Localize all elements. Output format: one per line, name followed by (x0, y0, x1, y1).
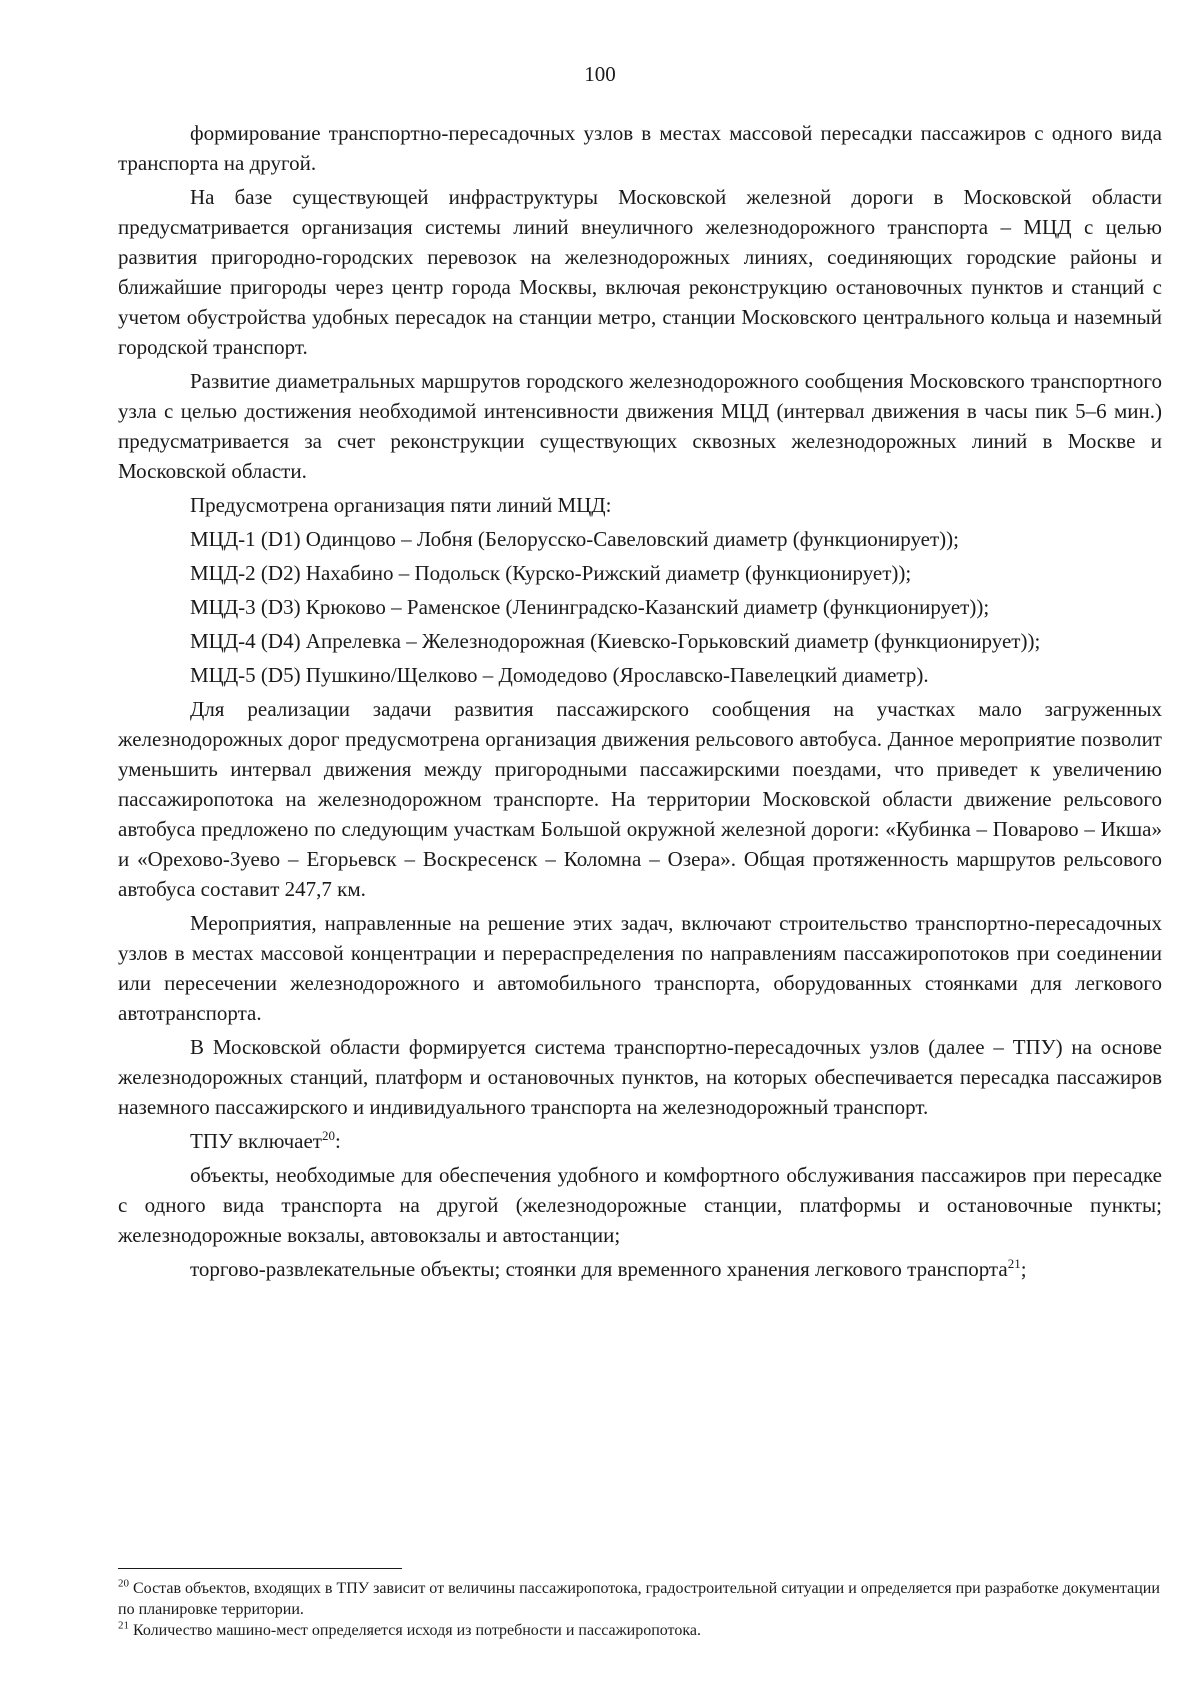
footnote (118, 1578, 1162, 1620)
paragraph: В Московской области формируется система транспортно-пересадочных узлов (далее – ТПУ) на основе железнодорожных станций, платформ и остановочных пунктов, на которых обеспечивается пересадка пассажиров наземного пассажирского и индивидуального транспорта на железнодорожный транспорт. (118, 1035, 1162, 1119)
paragraph (118, 1254, 1162, 1284)
footnote-mark: 20 (118, 1577, 129, 1590)
paragraph-text: торгово-развлекательные объекты; стоянки для временного хранения легкового транспорта (190, 1257, 1008, 1281)
footnote (118, 1620, 1162, 1641)
punctuation: : (334, 1129, 341, 1153)
footnote-separator (118, 1568, 402, 1569)
punctuation: ; (1020, 1257, 1027, 1281)
paragraph: На базе существующей инфраструктуры Московской железной дороги в Московской области предусматривается организация системы линий внеуличного железнодорожного транспорта – МЦД с целью развития пригородно-городских перевозок на железнодорожных линиях, соединяющих городские районы и ближайшие пригороды через центр города Москвы, включая реконструкцию остановочных пунктов и станций с учетом обустройства удобных пересадок на станции метро, станции Московского центрального кольца и наземный городской транспорт. (118, 185, 1162, 359)
list-item: МЦД-5 (D5) Пушкино/Щелково – Домодедово (Ярославско-Павелецкий диаметр). (190, 663, 929, 687)
footnote-mark: 21 (118, 1619, 129, 1632)
paragraph: Развитие диаметральных маршрутов городского железнодорожного сообщения Московского транспортного узла с целью достижения необходимой интенсивности движения МЦД (интервал движения в часы пик 5–6 мин.) предусматривается за счет реконструкции существующих сквозных железнодорожных линий в Москве и Московской области. (118, 369, 1162, 483)
paragraph: объекты, необходимые для обеспечения удобного и комфортного обслуживания пассажиров при пересадке с одного вида транспорта на другой (железнодорожные станции, платформы и остановочные пункты; железнодорожные вокзалы, автовокзалы и автостанции; (118, 1163, 1162, 1247)
footnote-text: Состав объектов, входящих в ТПУ зависит от величины пассажиропотока, градостроительной ситуации и определяется при разработке документации по планировке территории. (118, 1580, 1160, 1618)
paragraph: Предусмотрена организация пяти линий МЦД: (190, 493, 612, 517)
paragraph-text: ТПУ включает (190, 1129, 322, 1153)
footnote-ref: 21 (1007, 1256, 1021, 1271)
footnote-ref: 20 (321, 1128, 335, 1143)
list-item: МЦД-2 (D2) Нахабино – Подольск (Курско-Рижский диаметр (функционирует)); (190, 561, 912, 585)
footnotes (118, 1578, 1162, 1641)
paragraph: Для реализации задачи развития пассажирского сообщения на участках мало загруженных железнодорожных дорог предусмотрена организация движения рельсового автобуса. Данное мероприятие позволит уменьшить интервал движения между пригородными пассажирскими поездами, что приведет к увеличению пассажиропотока на железнодорожном транспорте. На территории Московской области движение рельсового автобуса предложено по следующим участкам Большой окружной железной дороги: «Кубинка – Поварово – Икша» и «Орехово-Зуево – Егорьевск – Воскресенск – Коломна – Озера». Общая протяженность маршрутов рельсового автобуса составит 247,7 км. (118, 697, 1162, 901)
footnote-text: Количество машино-мест определяется исходя из потребности и пассажиропотока. (129, 1622, 701, 1639)
main-text (118, 118, 1162, 1284)
list-item: МЦД-3 (D3) Крюково – Раменское (Ленинградско-Казанский диаметр (функционирует)); (190, 595, 990, 619)
paragraph (118, 1126, 1162, 1156)
paragraph: формирование транспортно-пересадочных узлов в местах массовой пересадки пассажиров с одного вида транспорта на другой. (118, 121, 1162, 175)
page-number: 100 (584, 62, 616, 86)
list-item: МЦД-1 (D1) Одинцово – Лобня (Белорусско-Савеловский диаметр (функционирует)); (190, 527, 960, 551)
list-item: МЦД-4 (D4) Апрелевка – Железнодорожная (Киевско-Горьковский диаметр (функционирует)); (190, 629, 1041, 653)
paragraph: Мероприятия, направленные на решение этих задач, включают строительство транспортно-пересадочных узлов в местах массовой концентрации и перераспределения по направлениям пассажиропотоков при соединении или пересечении железнодорожного и автомобильного транспорта, оборудованных стоянками для легкового автотранспорта. (118, 911, 1162, 1025)
